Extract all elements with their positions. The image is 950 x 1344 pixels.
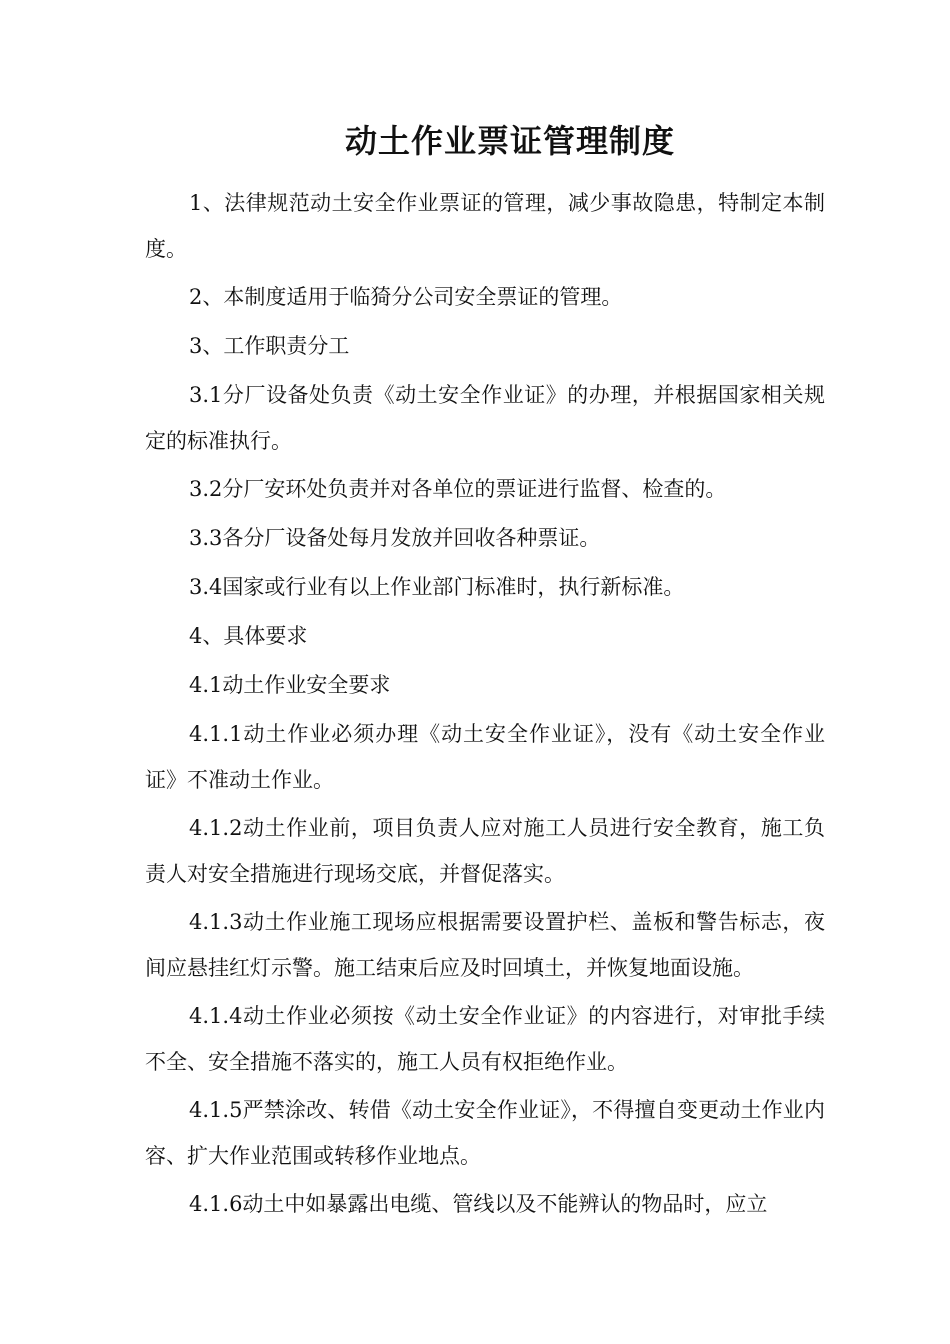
paragraph-4-1-1: 4.1.1动土作业必须办理《动土安全作业证》，没有《动土安全作业证》不准动土作业。 xyxy=(145,722,825,792)
paragraph-3-2: 3.2分厂安环处负责并对各单位的票证进行监督、检查的。 xyxy=(189,477,727,501)
document-body xyxy=(145,180,825,1229)
document-title: 动土作业票证管理制度 xyxy=(344,122,675,160)
paragraph-1: 1、法律规范动土安全作业票证的管理，减少事故隐患，特制定本制度。 xyxy=(145,191,825,261)
paragraph-2: 2、本制度适用于临猗分公司安全票证的管理。 xyxy=(189,285,623,309)
paragraph-4-1-3: 4.1.3动土作业施工现场应根据需要设置护栏、盖板和警告标志，夜间应悬挂红灯示警。施工结束后应及时回填土，并恢复地面设施。 xyxy=(145,910,825,980)
paragraph-4-1: 4.1动土作业安全要求 xyxy=(189,673,391,697)
paragraph-3: 3、工作职责分工 xyxy=(189,334,350,358)
paragraph-4-1-4: 4.1.4动土作业必须按《动土安全作业证》的内容进行，对审批手续不全、安全措施不落实的，施工人员有权拒绝作业。 xyxy=(145,1004,825,1074)
paragraph-3-4: 3.4国家或行业有以上作业部门标准时，执行新标准。 xyxy=(189,575,685,599)
paragraph-3-3: 3.3各分厂设备处每月发放并回收各种票证。 xyxy=(189,526,601,550)
paragraph-4-1-5: 4.1.5严禁涂改、转借《动土安全作业证》，不得擅自变更动土作业内容、扩大作业范围或转移作业地点。 xyxy=(145,1098,825,1168)
paragraph-4-1-2: 4.1.2动土作业前，项目负责人应对施工人员进行安全教育，施工负责人对安全措施进行现场交底，并督促落实。 xyxy=(145,816,825,886)
paragraph-4-1-6: 4.1.6动土中如暴露出电缆、管线以及不能辨认的物品时，应立 xyxy=(189,1192,768,1216)
paragraph-3-1: 3.1分厂设备处负责《动土安全作业证》的办理，并根据国家相关规定的标准执行。 xyxy=(145,383,825,453)
paragraph-4: 4、具体要求 xyxy=(189,624,308,648)
